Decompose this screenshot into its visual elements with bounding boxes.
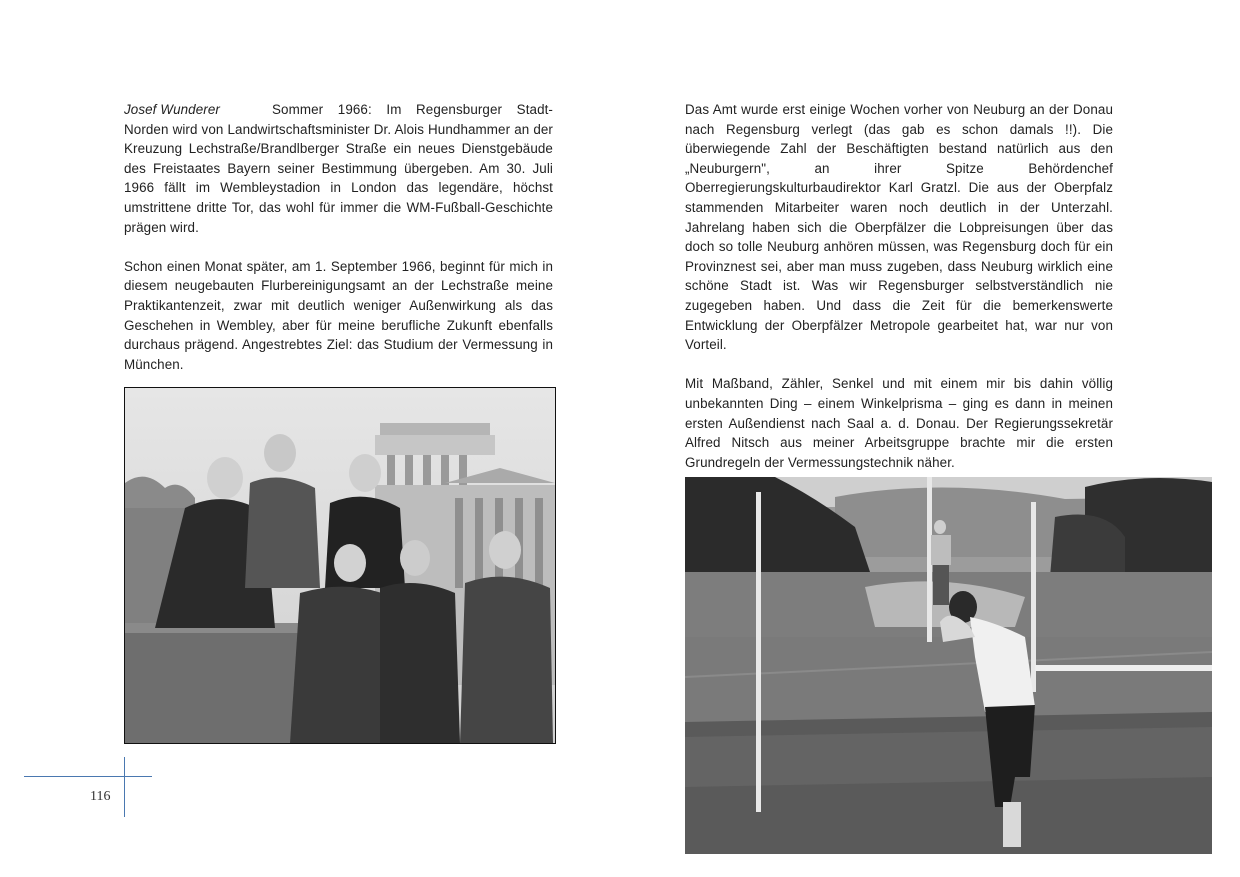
crop-mark-horizontal: [24, 776, 152, 777]
surveying-photo: [685, 477, 1212, 854]
right-text-column: [685, 100, 1113, 472]
crop-mark-vertical: [124, 757, 125, 817]
page-number: 116: [90, 789, 111, 804]
author-name: Josef Wunderer: [124, 102, 220, 117]
left-text-column: [124, 100, 553, 374]
left-paragraph-2: Schon einen Monat später, am 1. September 1966, beginnt für mich in diesem neugebauten Flurbereinigungsamt an der Lechstraße meine Praktikantenzeit, zwar mit deutlich weniger Außenwirkung als das Geschehen in Wembley, aber für meine berufliche Zukunft ebenfalls durchaus prägend. Angestrebtes Ziel: das Studium der Vermessung in München.: [124, 258, 553, 372]
group-photo: [124, 387, 556, 744]
left-paragraph-1-text: Sommer 1966: Im Regensburger Stadt-Norden wird von Landwirtschaftsminister Dr. Alois Hundhammer an der Kreuzung Lechstraße/Brandlberger Straße ein neues Dienstgebäude des Freistaates Bayern seiner Bestimmung übergeben. Am 30. Juli 1966 fällt im Wembleystadion in London das legendäre, höchst umstrittene dritte Tor, das wohl für immer die WM-Fußball-Geschichte prägen wird.: [124, 102, 553, 235]
right-paragraph-2: Mit Maßband, Zähler, Senkel und mit einem mir bis dahin völlig unbekannten Ding – einem Winkelprisma – ging es dann in meinen ersten Außendienst nach Saal a. d. Donau. Der Regierungssekretär Alfred Nitsch aus meiner Arbeitsgruppe brachte mir die ersten Grundregeln der Vermessungstechnik näher.: [685, 376, 1113, 470]
right-paragraph-1: Das Amt wurde erst einige Wochen vorher von Neuburg an der Donau nach Regensburg verlegt (das gab es schon damals !!). Die überwiegende Zahl der Beschäftigten bestand natürlich aus den „Neuburgern", an ihrer Spitze Behördenchef Oberregierungskulturbaudirektor Karl Gratzl. Die aus der Oberpfalz stammenden Mitarbeiter waren noch deutlich in der Unterzahl. Jahrelang haben sich die Oberpfälzer die Lobpreisungen über das doch so tolle Neuburg anhören müssen, was Regensburg doch für ein Provinznest sei, aber man muss zugeben, dass Neuburg wirklich eine schöne Stadt ist. Was wir Regensburger selbstverständlich nie zugegeben haben. Und dass die Zeit für die bemerkenswerte Entwicklung der Oberpfälzer Metropole gearbeitet hat, war nur von Vorteil.: [685, 102, 1113, 353]
left-paragraph-1: [124, 100, 553, 237]
